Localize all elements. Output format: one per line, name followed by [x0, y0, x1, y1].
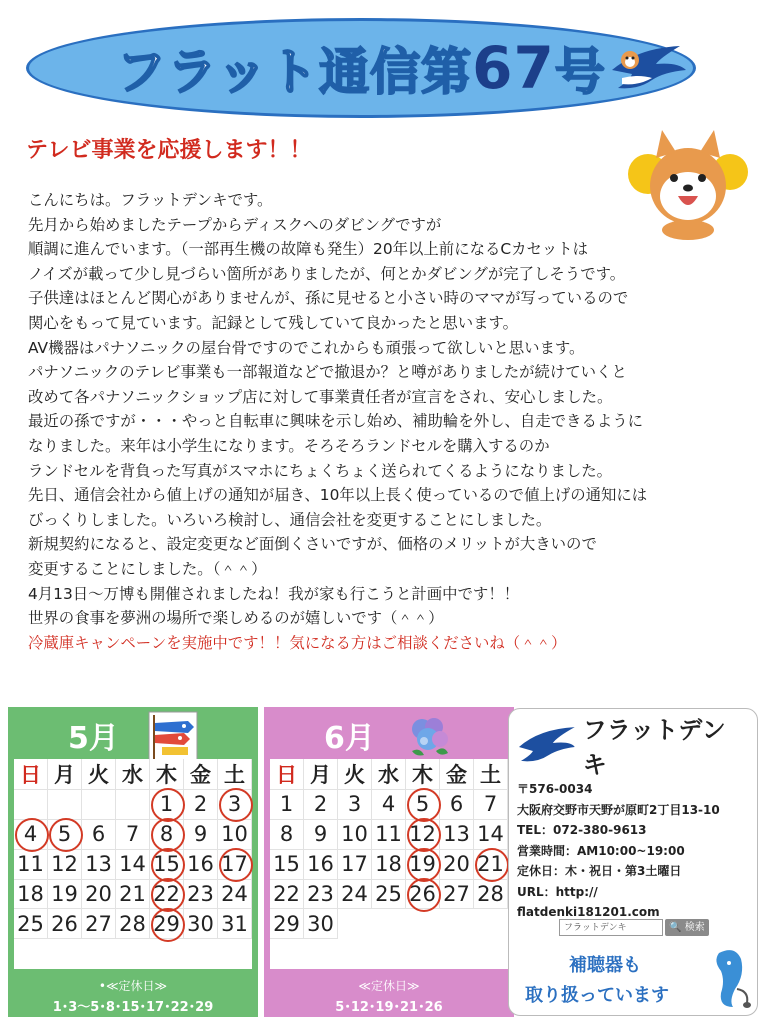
day-cell: 8	[270, 820, 304, 850]
day-cell: 24	[218, 880, 252, 910]
empty-cell	[48, 790, 82, 820]
weekday-header: 金	[184, 759, 218, 790]
day-cell: 11	[14, 850, 48, 880]
url: flatdenki181201.com	[517, 905, 660, 919]
newsletter-title: フラット通信第 67 号	[116, 34, 606, 102]
holiday-dates: 1･3〜5･8･15･17･22･29	[52, 1000, 214, 1015]
day-cell: 22	[270, 880, 304, 910]
swallow-dog-icon	[608, 40, 688, 95]
day-cell: 30	[184, 909, 218, 939]
day-cell: 31	[218, 909, 252, 939]
month-label: 5月	[68, 721, 119, 756]
day-cell: 10	[338, 820, 372, 850]
day-cell: 1	[270, 790, 304, 820]
carp-streamer-icon	[148, 711, 198, 761]
body-line: こんにちは。フラットデンキです。	[28, 191, 273, 209]
body-line: 先日、通信会社から値上げの通知が届き、10年以上長く使っているので値上げの通知には	[28, 486, 648, 505]
day-cell: 15	[270, 850, 304, 880]
day-cell: 16	[184, 850, 218, 880]
weekday-header: 土	[218, 759, 252, 790]
weekday-header: 木	[150, 759, 184, 790]
day-cell: 27	[440, 880, 474, 910]
day-cell: 2	[304, 790, 338, 820]
shop-name: フラットデンキ	[582, 716, 726, 779]
day-cell: 26	[48, 909, 82, 939]
day-cell: 27	[82, 909, 116, 939]
hearing-aid-line2: 取り扱っています	[525, 985, 669, 1006]
day-cell: 9	[184, 820, 218, 850]
body-line: 世界の食事を夢洲の場所で楽しめるのが嬉しいです（＾＾）	[28, 609, 444, 628]
weekday-header: 木	[406, 759, 440, 790]
month-label: 6月	[324, 721, 375, 756]
day-cell: 10	[218, 820, 252, 850]
holiday-day-cell: 29	[150, 909, 184, 939]
swallow-logo-icon	[517, 725, 577, 765]
day-cell: 29	[270, 909, 304, 939]
hydrangea-icon	[404, 711, 454, 761]
day-cell: 3	[338, 790, 372, 820]
body-line: 4月13日〜万博も開催されましたね！我が家も行こうと計画中です！！	[28, 584, 520, 603]
day-cell: 14	[116, 850, 150, 880]
calendar-may	[8, 707, 258, 1017]
body-line: 関心をもって見ています。記録として残していて良かったと思います。	[28, 313, 519, 332]
day-cell: 12	[48, 850, 82, 880]
body-line: 改めて各パナソニックショップ店に対して事業責任者が宣言をされ、安心しました。	[28, 387, 613, 406]
weekday-header: 日	[270, 759, 304, 790]
body-line: 先月から始めましたテープからディスクへのダビングですが	[28, 215, 442, 234]
weekday-header: 日	[14, 759, 48, 790]
day-cell: 24	[338, 880, 372, 910]
empty-cell	[116, 790, 150, 820]
weekday-header: 金	[440, 759, 474, 790]
weekday-header: 水	[116, 759, 150, 790]
holiday-day-cell: 12	[406, 820, 440, 850]
day-cell: 23	[304, 880, 338, 910]
day-cell: 18	[14, 880, 48, 910]
holiday-day-cell: 3	[218, 790, 252, 820]
holiday-day-cell: 8	[150, 820, 184, 850]
day-cell: 18	[372, 850, 406, 880]
day-cell: 13	[82, 850, 116, 880]
holiday-day-cell: 15	[150, 850, 184, 880]
day-cell: 19	[48, 880, 82, 910]
day-cell: 11	[372, 820, 406, 850]
phone: TEL：072-380-9613	[517, 823, 647, 837]
holiday-day-cell: 22	[150, 880, 184, 910]
holiday-day-cell: 4	[14, 820, 48, 850]
weekday-header: 火	[82, 759, 116, 790]
shop-contact	[517, 779, 720, 923]
holiday-dates: 5･12･19･21･26	[335, 1000, 443, 1015]
day-cell: 20	[82, 880, 116, 910]
day-cell: 30	[304, 909, 338, 939]
postal-code: 〒576-0034	[517, 782, 593, 796]
body-line: 順調に進んでいます。（一部再生機の故障も発生）20年以上前になるCカセットは	[28, 240, 589, 259]
calendar-grid	[14, 759, 252, 969]
day-cell: 16	[304, 850, 338, 880]
weekday-header: 水	[372, 759, 406, 790]
day-cell: 20	[440, 850, 474, 880]
search-button[interactable]: 🔍 検索	[665, 919, 709, 936]
weekday-header: 月	[48, 759, 82, 790]
closed-days: 定休日：木・祝日・第3土曜日	[517, 864, 682, 878]
body-line: 冷蔵庫キャンペーンを実施中です！！気になる方はご相談くださいね（＾＾）	[28, 633, 567, 652]
day-cell: 2	[184, 790, 218, 820]
body-line: びっくりしました。いろいろ検討し、通信会社を変更することにしました。	[28, 510, 552, 529]
hearing-aid-mascot-icon	[705, 945, 753, 1011]
body-line: 新規契約になると、設定変更など面倒くさいですが、価格のメリットが大きいので	[28, 535, 597, 554]
body-line: 変更することにしました。（＾＾）	[28, 559, 267, 578]
headline: テレビ事業を応援します！！	[26, 138, 312, 163]
holiday-day-cell: 17	[218, 850, 252, 880]
day-cell: 9	[304, 820, 338, 850]
empty-cell	[14, 790, 48, 820]
holiday-label: •≪定休日≫	[98, 979, 168, 993]
day-cell: 13	[440, 820, 474, 850]
calendar-grid	[270, 759, 508, 969]
day-cell: 17	[338, 850, 372, 880]
body-line: ノイズが載って少し見づらい箇所がありましたが、何とかダビングが完了しそうです。	[28, 264, 626, 283]
day-cell: 25	[372, 880, 406, 910]
business-hours: 営業時間：AM10:00~19:00	[517, 843, 685, 858]
holiday-day-cell: 5	[406, 790, 440, 820]
shop-info-box	[508, 708, 758, 1016]
article-body	[28, 188, 728, 655]
day-cell: 6	[440, 790, 474, 820]
body-line: 最近の孫ですが・・・やっと自転車に興味を示し始め、補助輪を外し、自走できるように	[28, 412, 644, 431]
holiday-day-cell: 21	[474, 850, 508, 880]
address: 大阪府交野市天野が原町2丁目13-10	[517, 802, 720, 817]
holiday-day-cell: 19	[406, 850, 440, 880]
day-cell: 25	[14, 909, 48, 939]
body-line: なりました。来年は小学生になります。そろそろランドセルを購入するのか	[28, 436, 550, 455]
day-cell: 14	[474, 820, 508, 850]
body-line: ランドセルを背負った写真がスマホにちょくちょく送られてくるようになりました。	[28, 461, 613, 480]
shop-logo	[517, 716, 749, 779]
empty-cell	[82, 790, 116, 820]
day-cell: 28	[116, 909, 150, 939]
hearing-aid-line1: 補聴器も	[569, 955, 641, 976]
weekday-header: 火	[338, 759, 372, 790]
day-cell: 23	[184, 880, 218, 910]
url-label: URL：http://	[517, 884, 598, 899]
day-cell: 6	[82, 820, 116, 850]
search-input[interactable]: フラットデンキ	[559, 919, 663, 936]
weekday-header: 土	[474, 759, 508, 790]
holiday-label: ≪定休日≫	[358, 979, 420, 993]
day-cell: 7	[116, 820, 150, 850]
body-line: パナソニックのテレビ事業も一部報道などで撤退か？と噂がありましたが続けていくと	[28, 363, 627, 382]
body-line: AV機器はパナソニックの屋台骨ですのでこれからも頑張って欲しいと思います。	[28, 338, 585, 357]
day-cell: 7	[474, 790, 508, 820]
holiday-day-cell: 1	[150, 790, 184, 820]
day-cell: 28	[474, 880, 508, 910]
weekday-header: 月	[304, 759, 338, 790]
holiday-day-cell: 26	[406, 880, 440, 910]
holiday-day-cell: 5	[48, 820, 82, 850]
body-line: 子供達はほとんど関心がありませんが、孫に見せると小さい時のママが写っているので	[28, 289, 629, 308]
day-cell: 4	[372, 790, 406, 820]
calendar-june	[264, 707, 514, 1017]
day-cell: 21	[116, 880, 150, 910]
